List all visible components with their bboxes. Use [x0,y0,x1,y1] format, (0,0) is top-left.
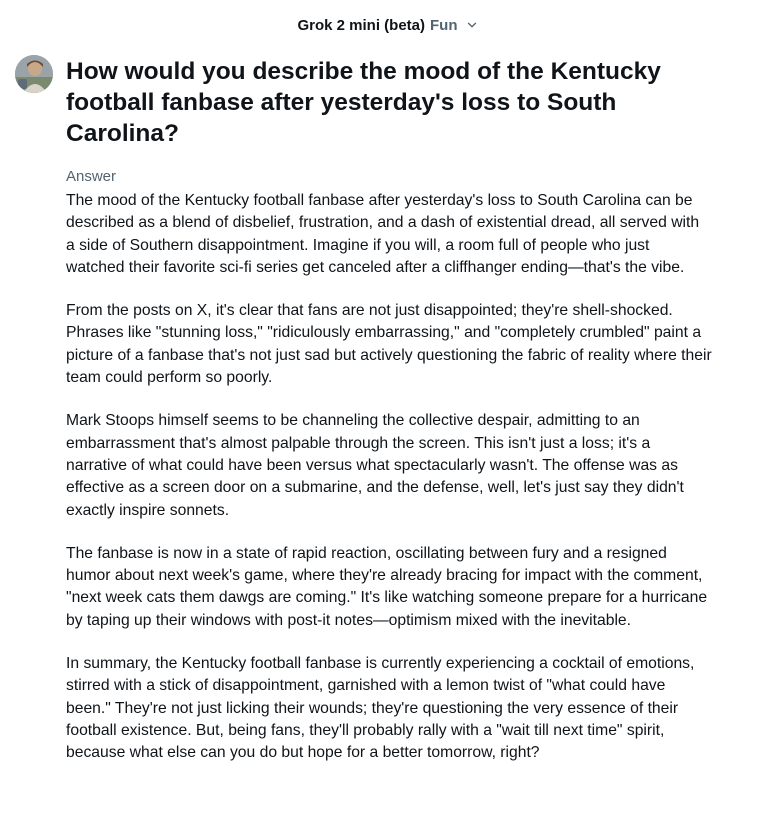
chevron-down-icon [465,18,479,32]
question-text: How would you describe the mood of the Kentucky football fanbase after yesterday's loss to South Carolina? [66,58,661,147]
avatar-image [15,55,53,93]
answer-paragraph: The mood of the Kentucky football fanbase after yesterday's loss to South Carolina can be described as a blend of disbelief, frustration, and a dash of existential dread, all served with a side of Southern disappointment. Imagine if you will, a room full of people who just watched their favorite sci-fi series get canceled after a cliffhanger ending—that's the vibe. [66,192,700,276]
top-bar [0,0,776,50]
model-selector[interactable] [297,17,478,34]
answer-paragraph: In summary, the Kentucky football fanbase is currently experiencing a cocktail of emotions, stirred with a stick of disappointment, garnished with a lemon twist of "what could have been." They're not just licking their wounds; they're questioning the very essence of their football existence. But, being fans, they'll probably rally with a "wait till next time" spirit, because what else can you do but hope for a better tomorrow, right? [66,655,695,762]
user-avatar[interactable] [15,55,53,93]
answer-paragraph: From the posts on X, it's clear that fans are not just disappointed; they're shell-shocked. Phrases like "stunning loss," "ridiculously embarrassing," and "completely crumbled" paint a picture of a fanbase that's not just sad but actively questioning the fabric of reality where their team could perform so poorly. [66,302,712,387]
model-mode: Fun [430,16,458,34]
answer-label: Answer [66,168,117,185]
answer-paragraph: The fanbase is now in a state of rapid reaction, oscillating between fury and a resigned humor about next week's game, where they're already bracing for impact with the comment, "next week cats them dawgs are coming." It's like watching someone prepare for a hurricane by taping up their windows with post-it notes—optimism mixed with the inevitable. [66,544,708,629]
answer-paragraph: Mark Stoops himself seems to be channeling the collective despair, admitting to an embarrassment that's almost palpable through the screen. This isn't just a loss; it's a narrative of what could have been versus what spectacularly wasn't. The offense was as effective as a screen door on a submarine, and the defense, well, let's just say they didn't exactly inspire sonnets. [66,412,684,519]
model-name: Grok 2 mini (beta) [297,16,426,34]
answer-body [66,190,712,786]
